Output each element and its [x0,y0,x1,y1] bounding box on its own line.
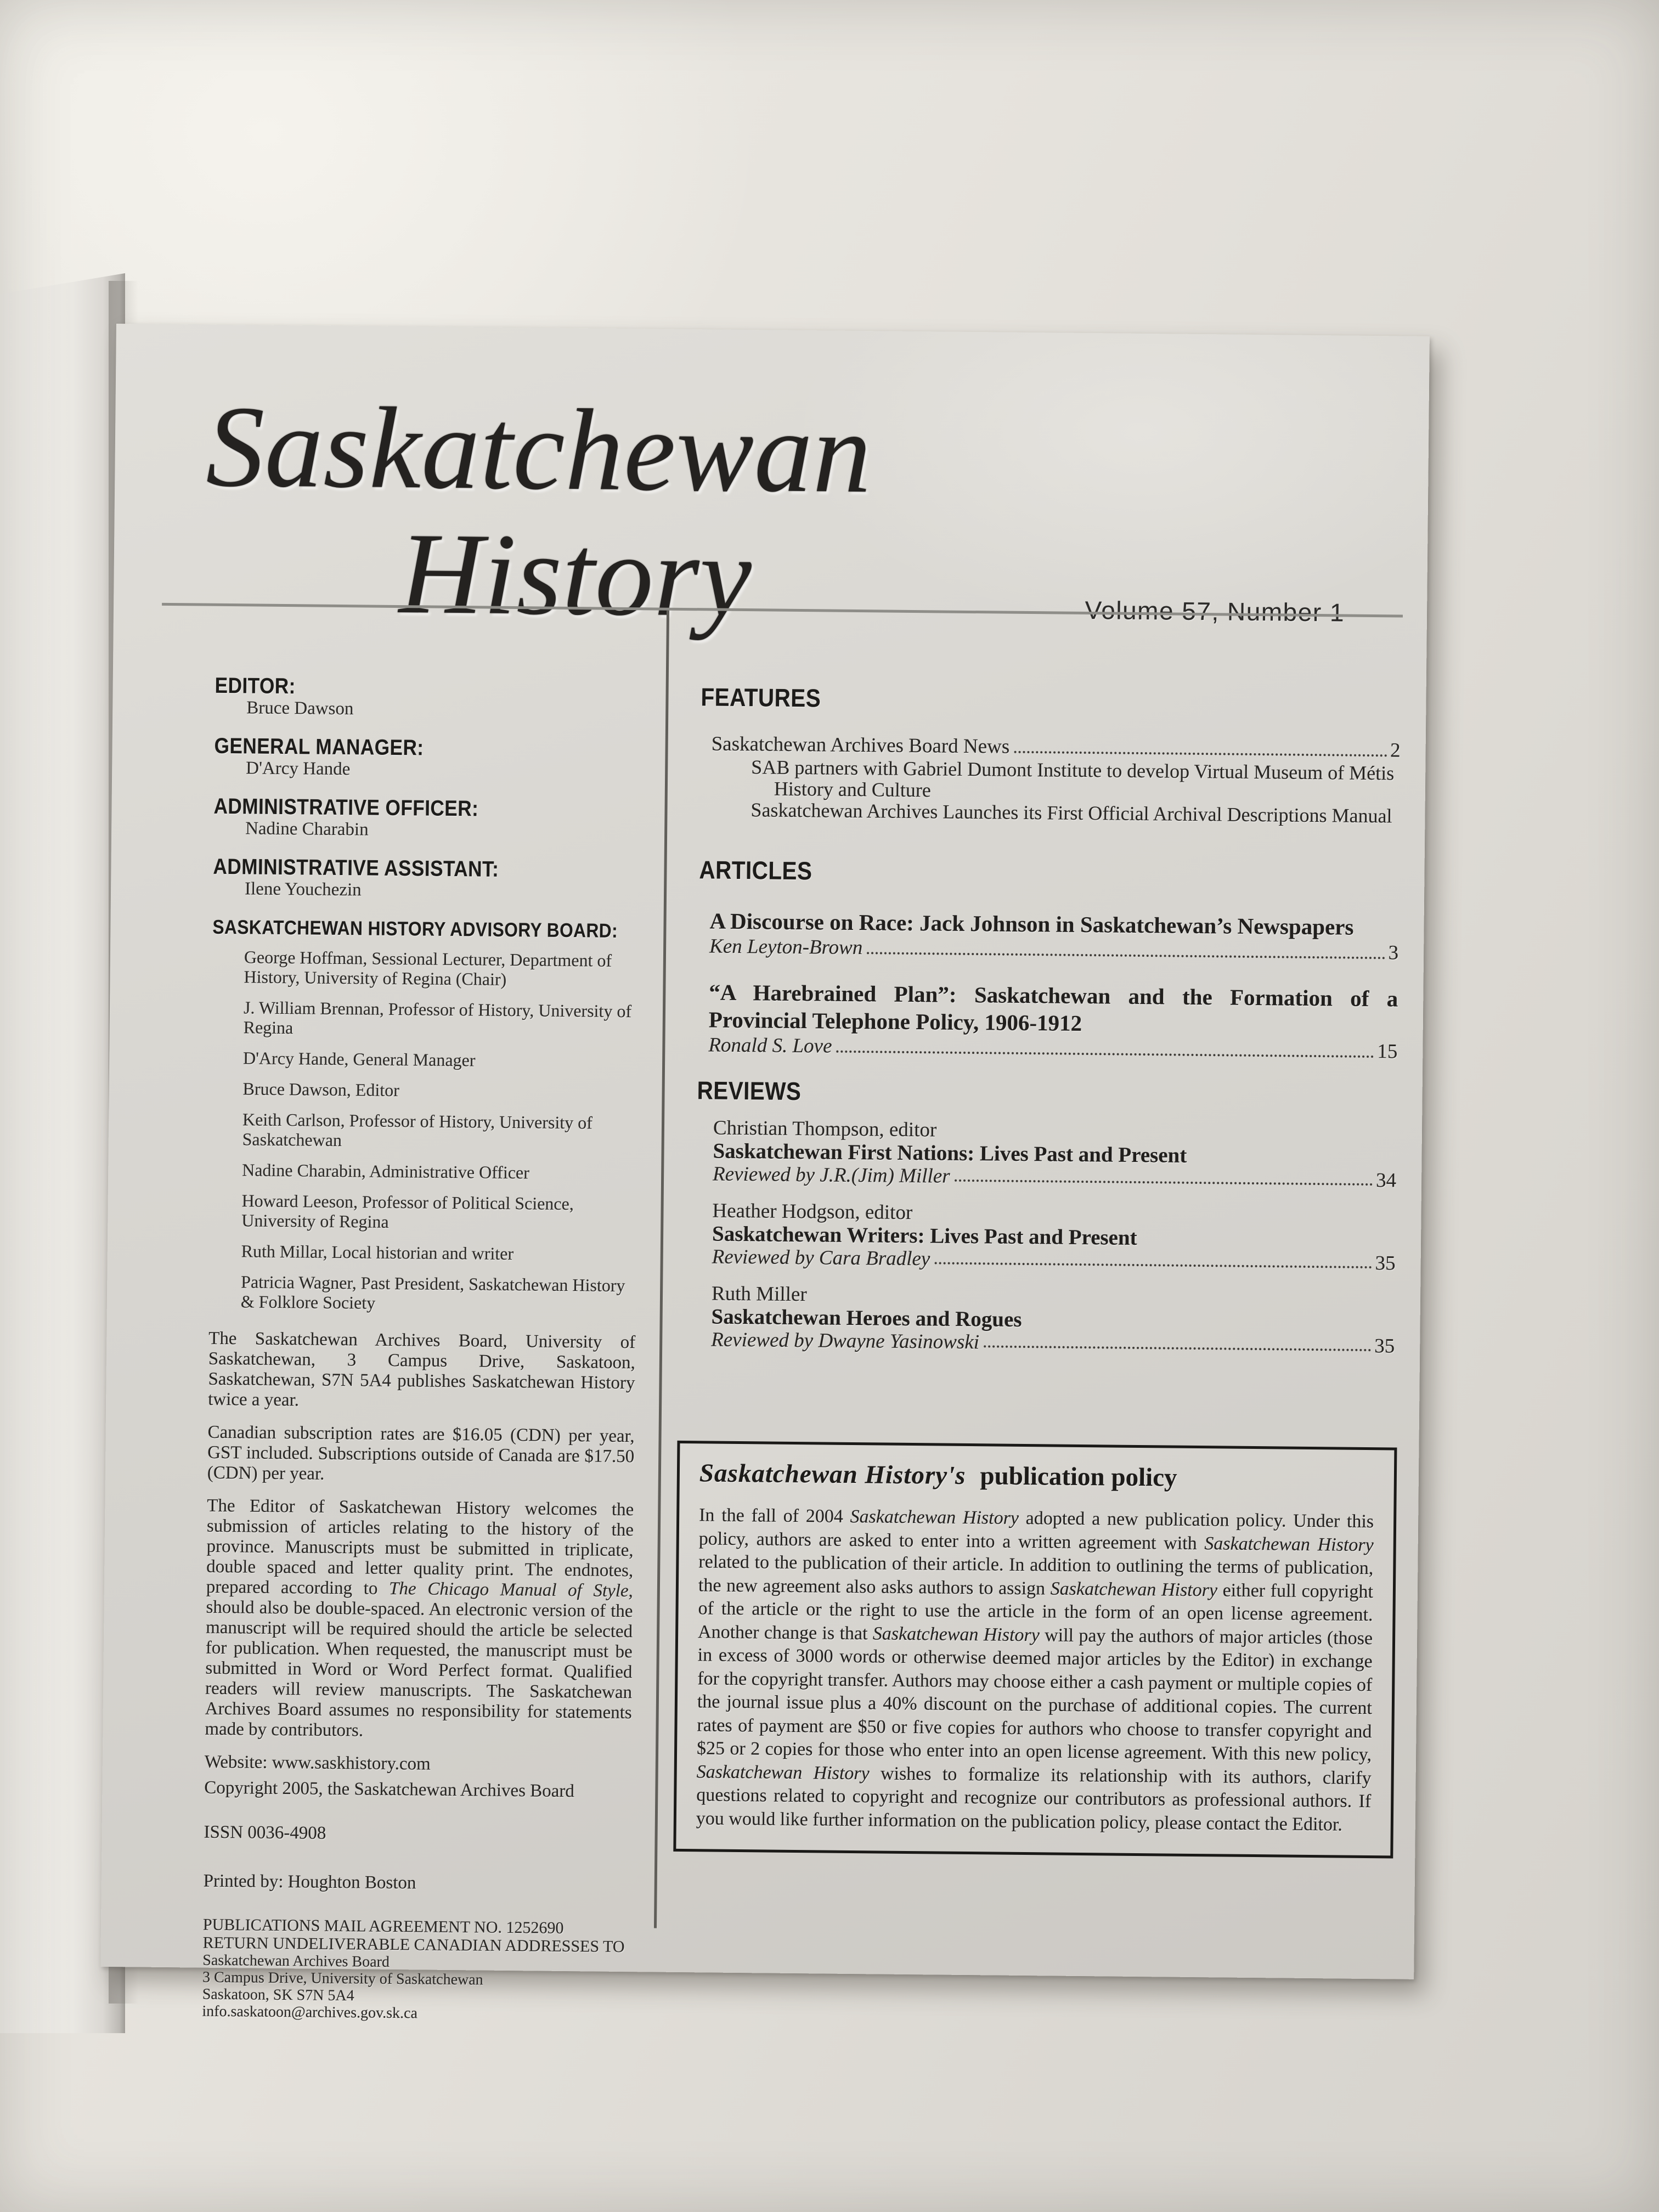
review-book-author: Christian Thompson, editor [713,1116,937,1142]
policy-heading [699,1458,1374,1495]
publisher-notes [205,1329,635,1743]
page-number: 3 [1388,941,1399,964]
features-subitem: Saskatchewan Archives Launches its First Official Archival Descriptions Manual [751,799,1392,827]
board-member: George Hoffman, Sessional Lecturer, Department of History, University of Regina (Chair) [244,947,612,989]
articles-heading: ARTICLES [699,855,812,885]
staff-entry [215,674,642,721]
note-segment: The Editor of Saskatchewan History welcomes the submission of articles relating to the history of the province. Manuscripts must be submitted in triplicate, double spaced and letter quality print. The endnotes, prepared according to [206,1496,634,1599]
reviewer: Reviewed by Cara Bradley [712,1245,930,1271]
staff-name: Bruce Dawson [246,698,354,719]
note-segment: The Chicago Manual of Style [388,1578,629,1601]
contents-page [100,324,1430,2022]
policy-segment: Saskatchewan History [850,1506,1019,1528]
review-entry [696,1199,1396,1274]
features-subitems [699,756,1400,827]
publisher-note [208,1329,635,1414]
reviewer: Reviewed by Dwayne Yasinowski [711,1328,980,1354]
dot-leader [867,952,1385,959]
note-text [208,1329,635,1410]
board-member: D'Arcy Hande, General Manager [242,1048,476,1070]
printer-line: Printed by: Houghton Boston [203,1871,416,1893]
publisher-note [205,1496,634,1743]
policy-heading-script: Saskatchewan History's [699,1459,966,1490]
policy-segment: either full copyright of the article or the right to use the article in the form of an open license agreement. Another change is that [697,1579,1374,1644]
advisory-board-heading: SASKATCHEWAN HISTORY ADVISORY BOARD: [212,915,618,942]
copyright-line: Copyright 2005, the Saskatchewan Archives Board [204,1778,575,1802]
column-divider [654,611,669,1928]
board-member: Nadine Charabin, Administrative Officer [242,1160,530,1183]
features-entry [699,732,1400,827]
dot-leader [1014,751,1387,757]
article-title: “A Harebrained Plan”: Saskatchewan and the Formation of a Provincial Telephone Policy, 1906-1912 [708,979,1398,1036]
review-entry [696,1116,1397,1192]
features-heading: FEATURES [701,682,821,713]
journal-title-line1: Saskatchewan [205,381,873,517]
policy-segment: related to the publication of their article. In addition to outlining the terms of publication, the new agreement also asks authors to assign [698,1551,1374,1599]
page-number: 35 [1375,1252,1396,1275]
policy-segment: In the fall of 2004 [699,1505,850,1527]
website-line: Website: www.saskhistory.com [204,1752,431,1774]
mail-agreement-line: PUBLICATIONS MAIL AGREEMENT NO. 1252690 [202,1915,564,1937]
policy-body [696,1504,1374,1837]
publication-policy-box [673,1441,1397,1859]
staff-entry [214,734,641,782]
board-member: Howard Leeson, Professor of Political Science, University of Regina [241,1190,574,1232]
page-number: 35 [1374,1335,1395,1358]
note-segment: The Saskatchewan Archives Board, University of Saskatchewan, 3 Campus Drive, Saskatoon, Saskatchewan, S7N 5A4 publishes Saskatchewan History twice a year. [208,1328,636,1410]
page-number: 2 [1390,739,1401,762]
article-entry [697,978,1398,1064]
mail-agreement-block [203,1916,630,1956]
note-text [207,1423,635,1484]
review-book-title: Saskatchewan First Nations: Lives Past and Present [713,1139,1187,1167]
note-segment: Canadian subscription rates are $16.05 (CDN) per year, GST included. Subscriptions outside of Canada are $17.50 (CDN) per year. [207,1422,635,1484]
policy-segment: Saskatchewan History [1204,1533,1374,1555]
return-address-line: 3 Campus Drive, University of Saskatchewan [202,1968,483,1989]
articles-entries [697,907,1399,1064]
return-address-line: Saskatchewan Archives Board [202,1951,390,1971]
reviews-heading: REVIEWS [697,1076,802,1106]
staff-role-heading: ADMINISTRATIVE ASSISTANT: [213,854,499,882]
features-subitem: SAB partners with Gabriel Dumont Institute to develop Virtual Museum of Métis History and Culture [751,756,1395,802]
article-title: A Discourse on Race: Jack Johnson in Saskatchewan’s Newspapers [709,908,1354,940]
staff-role-heading: GENERAL MANAGER: [214,733,424,760]
article-entry [698,907,1399,965]
toc-entry-title: Saskatchewan Archives Board News [711,732,1010,758]
mail-agreement-line: RETURN UNDELIVERABLE CANADIAN ADDRESSES TO [202,1933,625,1956]
features-entries [699,732,1400,827]
dot-leader [984,1345,1371,1351]
board-member: Keith Carlson, Professor of History, University of Saskatchewan [242,1109,593,1150]
board-member: Bruce Dawson, Editor [242,1079,400,1101]
issn-line: ISSN 0036-4908 [204,1822,326,1843]
staff-entry [213,855,640,902]
staff-role-heading: ADMINISTRATIVE OFFICER: [213,794,479,821]
policy-segment: Saskatchewan History [872,1623,1040,1645]
left-column [202,674,642,2024]
reviewer: Reviewed by J.R.(Jim) Miller [712,1163,950,1188]
review-book-author: Heather Hodgson, editor [712,1199,913,1224]
review-entry [695,1282,1395,1357]
article-author: Ken Leyton-Brown [709,935,863,960]
note-segment: , should also be double-spaced. An electronic version of the manuscript will be required should the article be selected for publication. When requested, the manuscript must be submitted in Word or Word Perfect format. Qualified readers will review manuscripts. The Saskatchewan Archives Board assumes no responsibility for statements made by contributors. [205,1581,634,1741]
advisory-board-list [209,947,639,1315]
journal-title-line2: History [398,508,753,641]
article-author: Ronald S. Love [708,1034,832,1058]
return-address-line: Saskatoon, SK S7N 5A4 [202,1985,354,2005]
return-address-block [202,1952,629,2024]
dot-leader [836,1051,1374,1058]
dot-leader [955,1180,1373,1186]
page-number: 34 [1375,1169,1397,1192]
dot-leader [934,1262,1372,1268]
policy-heading-rest: publication policy [980,1462,1177,1492]
staff-name: D'Arcy Hande [246,758,351,780]
policy-text [696,1505,1374,1835]
reviews-entries [695,1116,1397,1357]
board-member: Patricia Wagner, Past President, Saskatchewan History & Folklore Society [240,1272,625,1313]
review-book-title: Saskatchewan Writers: Lives Past and Present [712,1222,1137,1250]
policy-segment: adopted a new publication policy. Under this policy, authors are asked to enter into a written agreement with [698,1508,1374,1554]
policy-segment: Saskatchewan History [696,1761,870,1784]
page-number: 15 [1377,1040,1398,1063]
review-book-author: Ruth Miller [711,1282,807,1306]
table-of-contents [690,684,1401,1858]
staff-name: Nadine Charabin [245,819,369,840]
board-member: Ruth Millar, Local historian and writer [241,1241,514,1264]
staff-role-heading: EDITOR: [215,673,296,699]
publisher-note [207,1423,635,1487]
board-member: J. William Brennan, Professor of History, University of Regina [243,997,632,1038]
policy-segment: wishes to formalize its relationship with its authors, clarify questions related to copyright and recognize our contributors as professional authors. If you would like further information on the publication policy, please contact the Editor. [696,1763,1372,1835]
return-address-line: info.saskatoon@archives.gov.sk.ca [202,2002,418,2022]
staff-entry [213,794,641,842]
note-text [205,1496,634,1741]
review-book-title: Saskatchewan Heroes and Rogues [711,1305,1022,1331]
policy-segment: Saskatchewan History [1050,1578,1218,1600]
policy-segment: will pay the authors of major articles (those in excess of 3000 words or otherwise deemed major articles by the Editor) in exchange for the copyright transfer. Authors may choose either a cash payment or multiple copies of the journal issue plus a 40% discount on the purchase of additional copies. The current rates of payment are $50 or five copies for authors who choose to transfer copyright and $25 or 2 copies for those who enter into an open license agreement. With this new policy, [696,1624,1373,1765]
volume-number: Volume 57, Number 1 [1085,595,1345,627]
staff-name: Ilene Youchezin [244,879,362,900]
staff-list [213,674,642,902]
